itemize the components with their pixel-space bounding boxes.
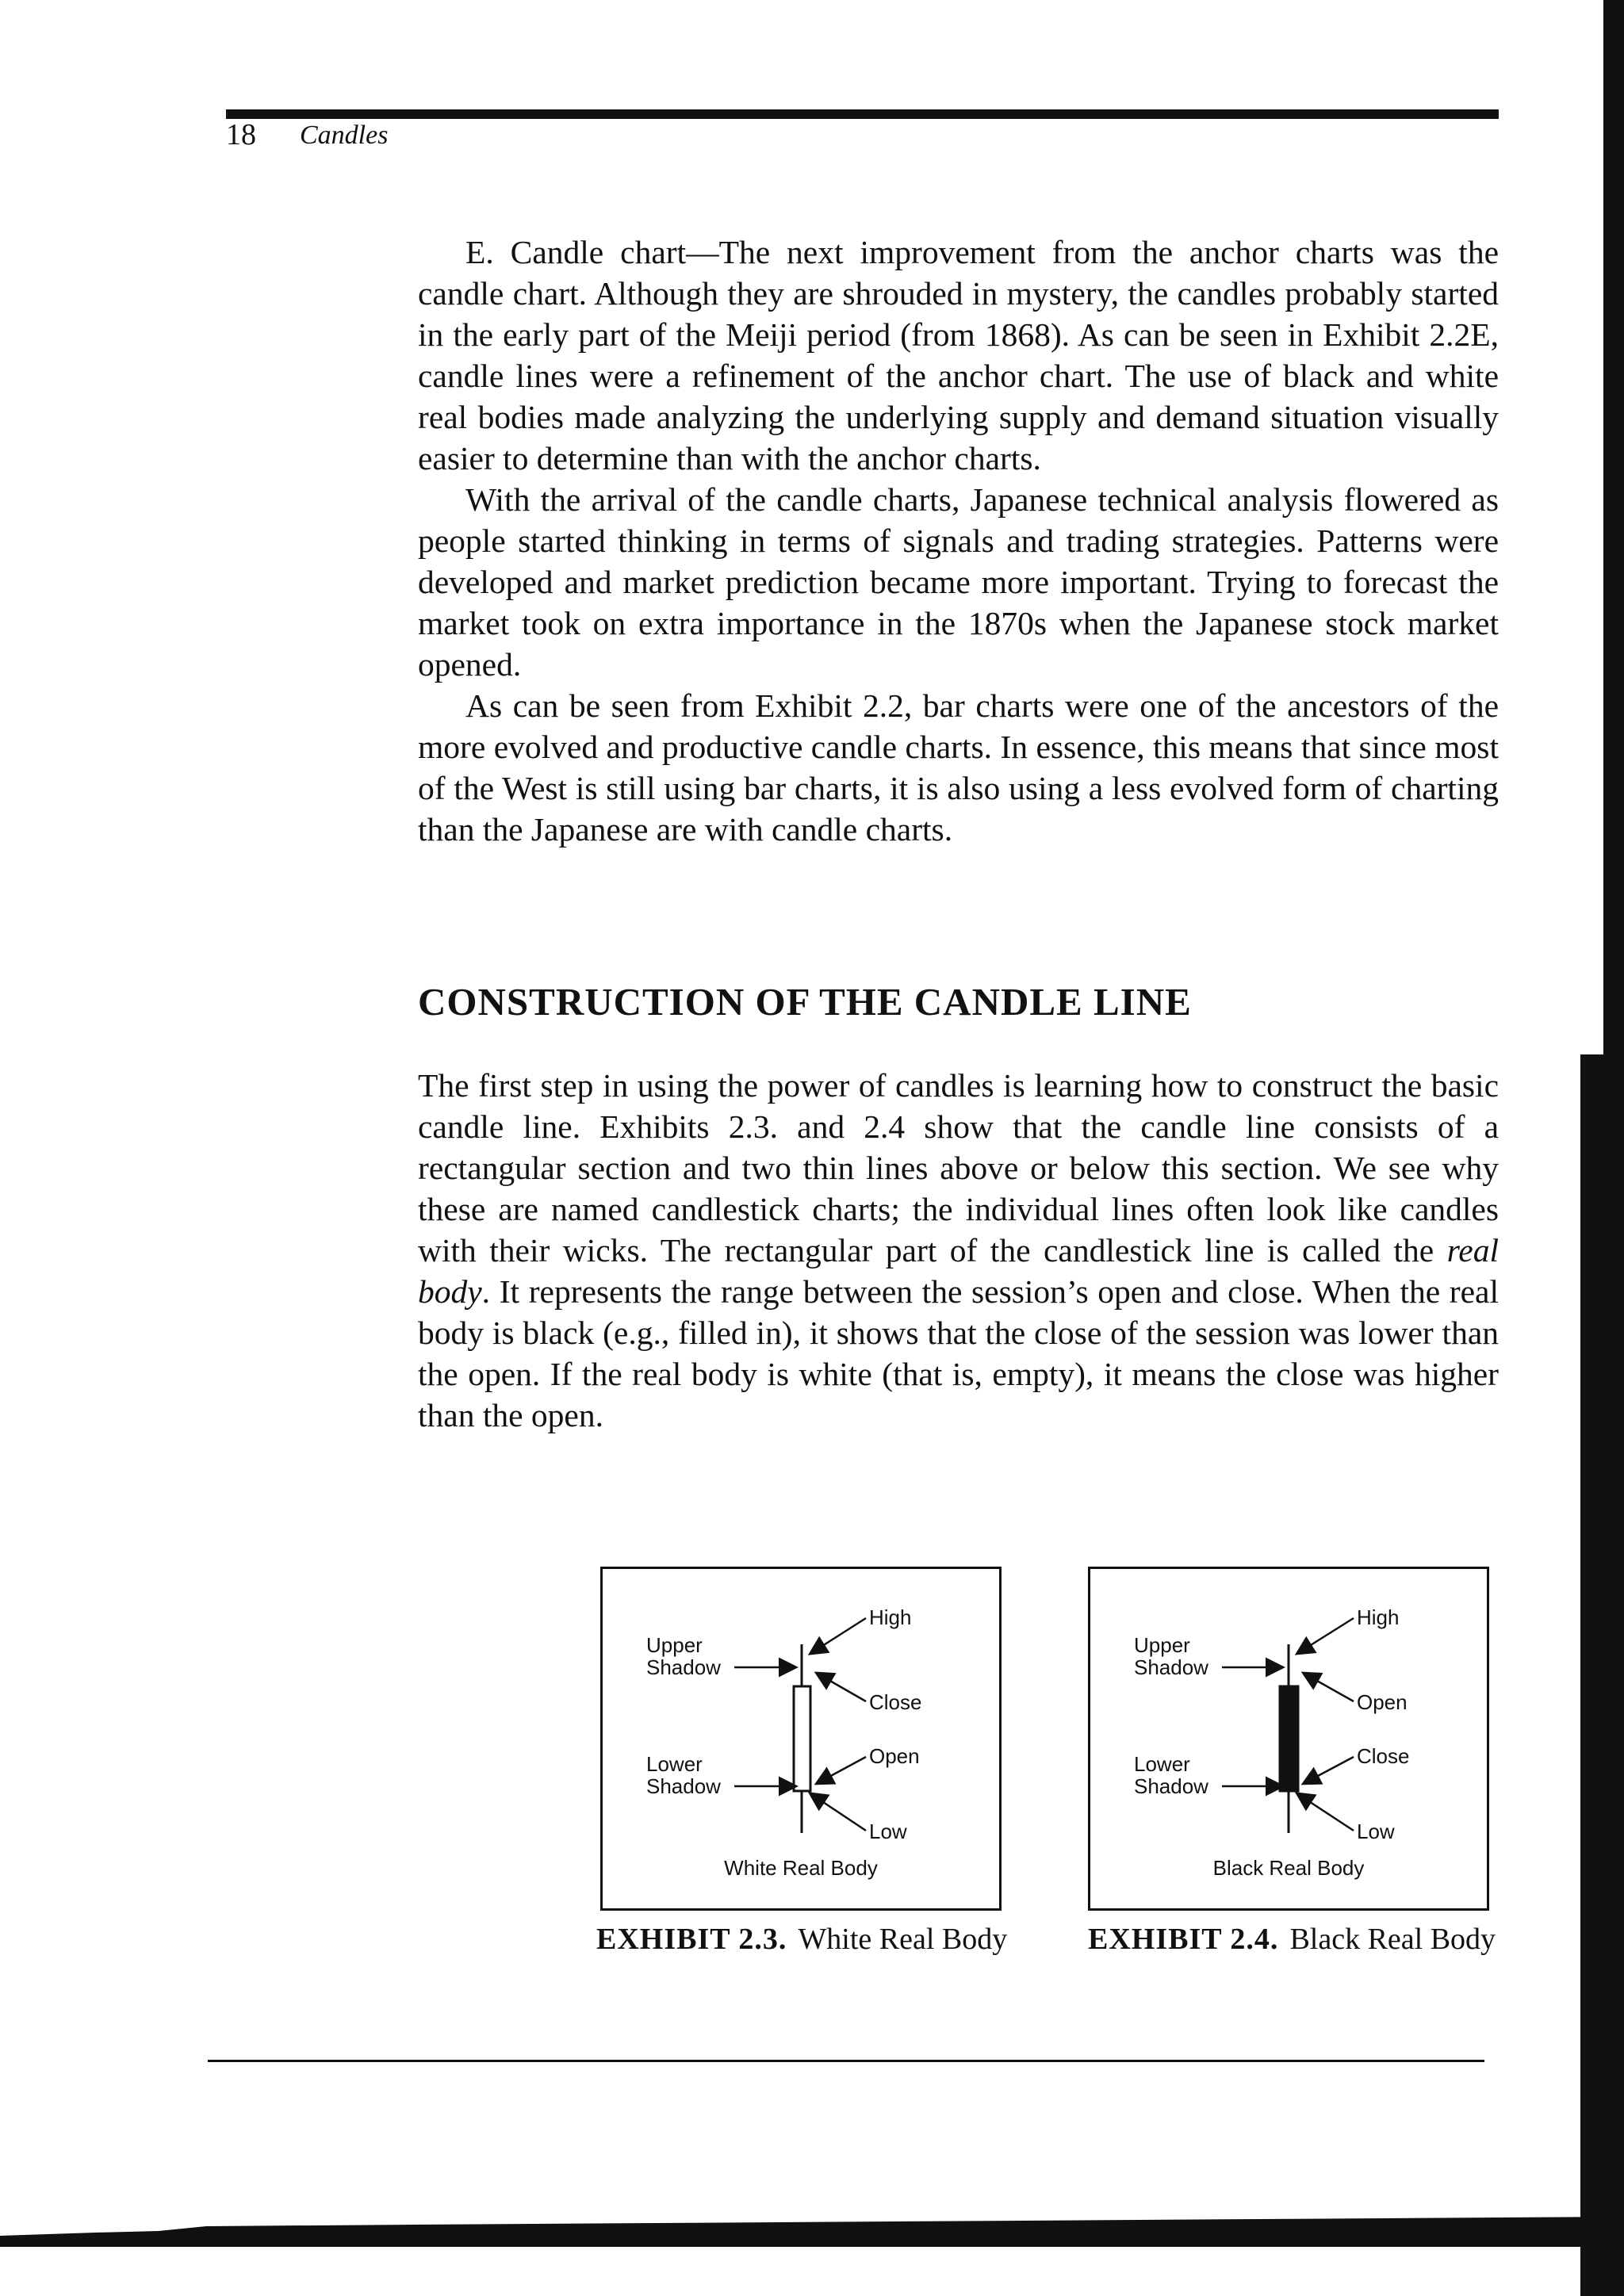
upper-shadow-label: Shadow: [1134, 1655, 1208, 1679]
page-number: 18: [226, 118, 256, 151]
caption-number: EXHIBIT 2.3.: [596, 1923, 787, 1956]
diagram-footer-label: Black Real Body: [1212, 1856, 1365, 1880]
low-label: Low: [869, 1820, 907, 1843]
candle-body: [794, 1686, 810, 1791]
paragraph-text: . It represents the range between the session’s open and close. When the real body is black (e.g., filled in), it shows that the close of the session was lower than the open. If the real body is white (that is, empty), it means the close was higher than the open.: [418, 1273, 1499, 1433]
lower-shadow-label: Lower: [646, 1752, 703, 1776]
exhibit-black-real-body: [1088, 1567, 1489, 1911]
caption-title: Black Real Body: [1289, 1923, 1496, 1956]
scan-edge-right-top: [1603, 0, 1624, 1054]
open-label: Open: [1357, 1690, 1408, 1714]
lower-shadow-label: Shadow: [1134, 1774, 1208, 1798]
footer-rule: [208, 2060, 1484, 2062]
paragraph-text: The first step in using the power of candles is learning how to construct the basic candle line. Exhibits 2.3. and 2.4 show that the candle line consists of a rectangular section and two thin lines above or below this section. We see why these are named candlestick charts; the individual lines often look like candles with their wicks. The rectangular part of the candlestick line is called the: [418, 1067, 1499, 1269]
lower-shadow-label: Lower: [1134, 1752, 1190, 1776]
low-label: Low: [1357, 1820, 1395, 1843]
section-e-text: [418, 232, 1499, 850]
open-label: Open: [869, 1744, 920, 1768]
paragraph: With the arrival of the candle charts, Japanese technical analysis flowered as people started thinking in terms of signals and trading strategies. Patterns were developed and market prediction became more important. Trying to forecast the market took on extra importance in the 1870s when the Japanese stock market opened.: [418, 481, 1499, 683]
candle-body: [1280, 1686, 1298, 1791]
high-label: High: [869, 1605, 912, 1629]
black-candle-diagram: [1090, 1569, 1487, 1908]
close-label: Close: [869, 1690, 922, 1714]
scan-edge-right: [1580, 1054, 1624, 2296]
real-body-term: real body: [418, 1232, 1499, 1310]
exhibit-caption: [1088, 1922, 1496, 1957]
section-heading: CONSTRUCTION OF THE CANDLE LINE: [418, 980, 1192, 1024]
caption-title: White Real Body: [798, 1923, 1008, 1956]
exhibit-caption: [596, 1922, 1007, 1957]
diagram-footer-label: White Real Body: [724, 1856, 878, 1880]
paragraph: [418, 1065, 1499, 1436]
header-rule: [226, 109, 1499, 119]
upper-shadow-label: Upper: [1134, 1633, 1190, 1657]
white-candle-diagram: [603, 1569, 999, 1908]
paragraph: As can be seen from Exhibit 2.2, bar charts were one of the ancestors of the more evolved and productive candle charts. In essence, this means that since most of the West is still using bar charts, it is also using a less evolved form of charting than the Japanese are with candle charts.: [418, 687, 1499, 848]
running-head: Candles: [300, 121, 389, 150]
close-label: Close: [1357, 1744, 1410, 1768]
lower-shadow-label: Shadow: [646, 1774, 721, 1798]
exhibit-white-real-body: [600, 1567, 1002, 1911]
high-label: High: [1357, 1605, 1400, 1629]
paragraph: E. Candle chart—The next improvement from the anchor charts was the candle chart. Although they are shrouded in mystery, the candles probably started in the early part of the Meiji period (from 1868). As can be seen in Exhibit 2.2E, candle lines were a refinement of the anchor chart. The use of black and white real bodies made analyzing the underlying supply and demand situation visually easier to determine than with the anchor charts.: [418, 234, 1499, 476]
caption-number: EXHIBIT 2.4.: [1088, 1923, 1279, 1956]
upper-shadow-label: Upper: [646, 1633, 703, 1657]
scan-edge-bottom: [0, 2212, 1624, 2247]
upper-shadow-label: Shadow: [646, 1655, 721, 1679]
construction-text: [418, 1065, 1499, 1436]
